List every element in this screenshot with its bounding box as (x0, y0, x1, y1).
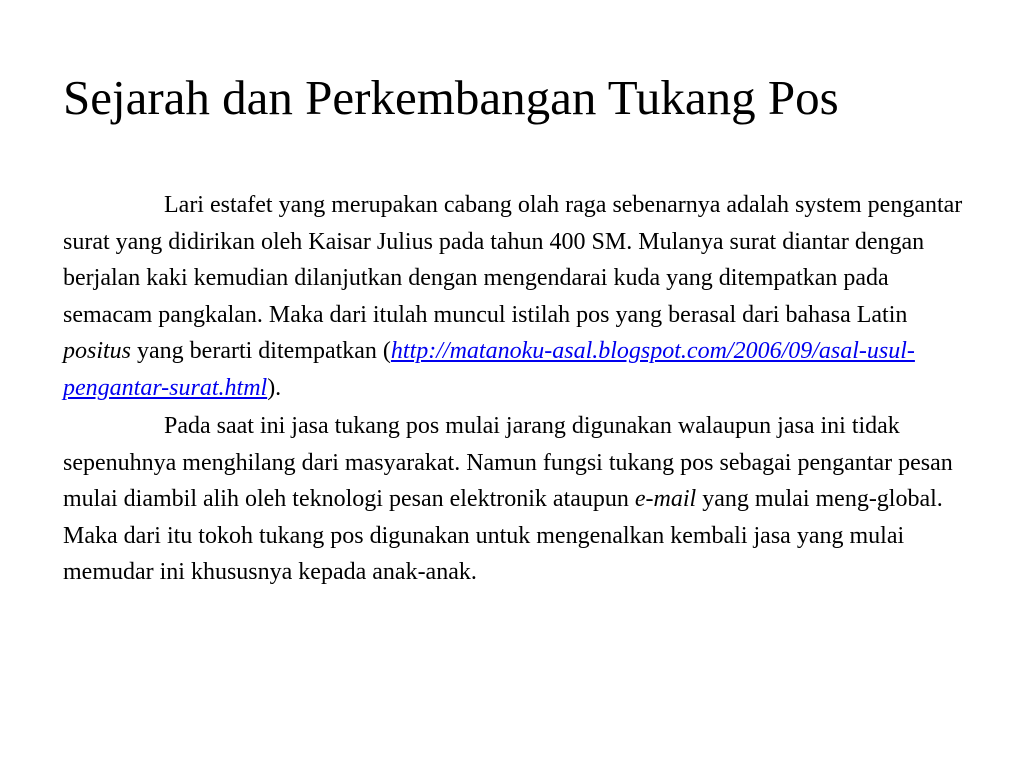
slide-body (63, 187, 973, 591)
paragraph-history (63, 187, 973, 406)
paragraph-history-text-end: ). (267, 374, 282, 401)
italic-term-positus: positus (63, 338, 132, 364)
source-link[interactable]: http://matanoku-asal.blogspot.com/2006/09/asal-usul-pengantar-surat.html (63, 338, 915, 401)
paragraph-current-text: Pada saat ini jasa tukang pos mulai jarang digunakan walaupun jasa ini tidak sepenuhnya menghilang dari masyarakat. Namun fungsi tukang pos sebagai pengantar pesan mulai diambil alih oleh teknologi pesan elektronik ataupun (63, 413, 953, 512)
slide-title: Sejarah dan Perkembangan Tukang Pos (63, 70, 839, 125)
paragraph-history-text: Lari estafet yang merupakan cabang olah raga sebenarnya adalah system pengantar surat yang didirikan oleh Kaisar Julius pada tahun 400 SM. Mulanya surat diantar dengan berjalan kaki kemudian dilanjutkan dengan mengendarai kuda yang ditempatkan pada semacam pangkalan. Maka dari itulah muncul istilah pos yang berasal dari bahasa Latin (63, 192, 963, 328)
italic-term-email: e-mail (634, 486, 697, 512)
paragraph-current-text-end: yang mulai meng-global. Maka dari itu tokoh tukang pos digunakan untuk mengenalkan kembali jasa yang mulai memudar ini khususnya kepada anak-anak. (63, 486, 943, 585)
paragraph-current (63, 408, 973, 591)
paragraph-history-text-2: yang berarti ditempatkan ( (131, 338, 391, 364)
